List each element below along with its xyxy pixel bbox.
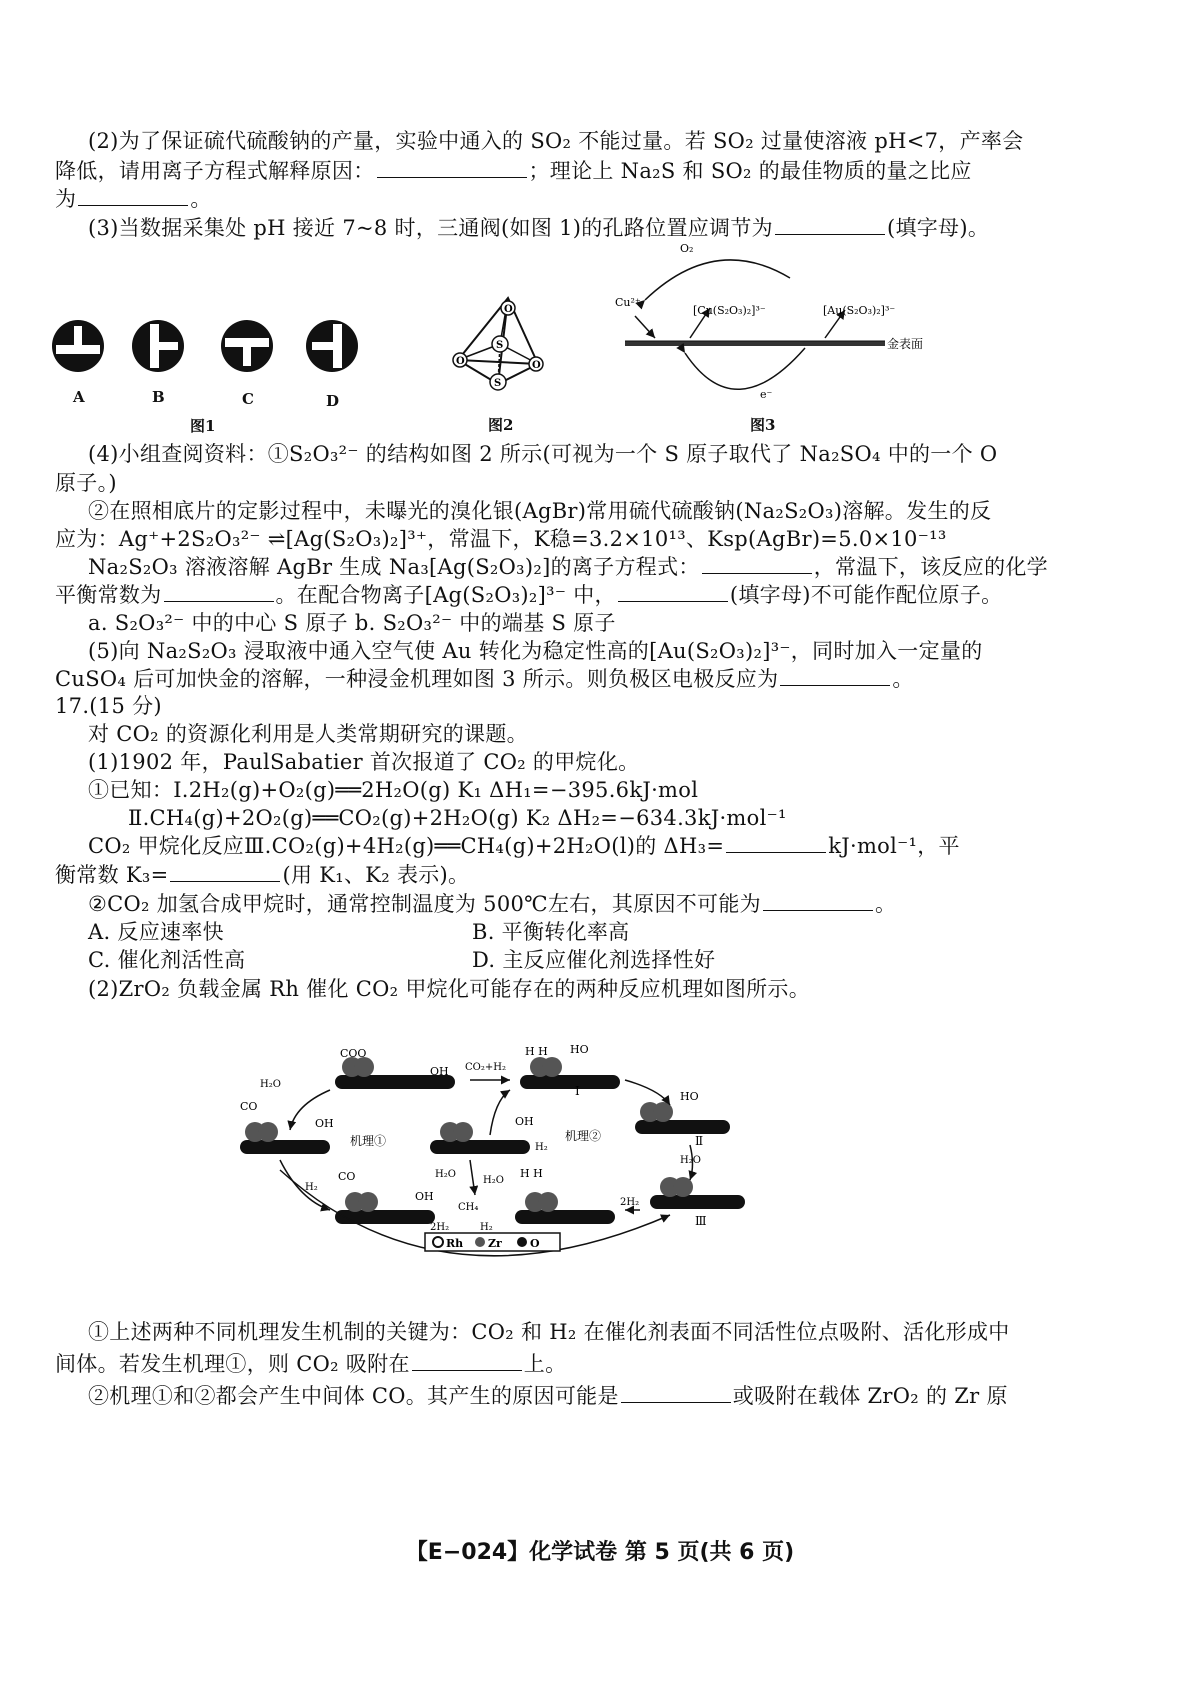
q16-p2-line3 [55, 185, 212, 213]
h2o-label: H₂O [680, 1155, 701, 1166]
q16-p4-line3: ②在照相底片的定影过程中，未曝光的溴化银(AgBr)常用硫代硫酸钠(Na₂S₂O₃)溶解。发生的反 [88, 499, 992, 523]
text: ②CO₂ 加氢合成甲烷时，通常控制温度为 500℃左右，其原因不可能为 [88, 892, 761, 916]
option-d[interactable]: D. 主反应催化剂选择性好 [472, 948, 716, 972]
o-legend-icon [517, 1237, 527, 1247]
option-c[interactable]: C. 催化剂活性高 [88, 948, 246, 972]
text: ②机理①和②都会产生中间体 CO。其产生的原因可能是 [88, 1384, 619, 1408]
text: 为 [55, 187, 77, 211]
page-footer: 【E−024】化学试卷 第 5 页(共 6 页) [405, 1540, 795, 1565]
q17-s1-line2 [55, 1350, 566, 1378]
text: (3)当数据采集处 pH 接近 7~8 时，三通阀(如图 1)的孔路位置应调节为 [88, 216, 773, 240]
zr-legend-icon [475, 1237, 485, 1247]
electron-label: e⁻ [760, 388, 773, 401]
answer-blank[interactable] [412, 1350, 522, 1371]
roman1-label: Ⅰ [575, 1084, 580, 1098]
q16-p4-line5 [88, 553, 1048, 581]
legend-zr-label: Zr [488, 1237, 502, 1250]
text: (用 K₁、K₂ 表示)。 [282, 863, 470, 887]
valve-a-icon [52, 320, 104, 372]
figure3-mechanism [615, 238, 975, 408]
text: ；理论上 Na₂S 和 SO₂ 的最佳物质的量之比应 [528, 159, 972, 183]
text: (填字母)。 [886, 216, 990, 240]
figure3-caption: 图3 [750, 416, 776, 434]
cu-complex-label: [Cu(S₂O₃)₂]³⁻ [693, 304, 766, 317]
q16-p4-line2: 原子。) [55, 471, 117, 495]
q16-p2-line1: (2)为了保证硫代硫酸钠的产量，实验中通入的 SO₂ 不能过量。若 SO₂ 过量使溶液 pH<7，产率会 [88, 129, 1024, 153]
figure1-valves [50, 318, 370, 378]
h2o-label: H₂O [260, 1079, 281, 1090]
q17-p2: (2)ZrO₂ 负载金属 Rh 催化 CO₂ 甲烷化可能存在的两种反应机理如图所示。 [88, 977, 811, 1001]
atom-right-label: O [532, 360, 541, 371]
coo-label: COO [340, 1047, 367, 1060]
q17-intro: 对 CO₂ 的资源化利用是人类常期研究的课题。 [88, 722, 528, 746]
catalyst-cluster-icon [515, 1192, 615, 1224]
h2o-label: H₂O [483, 1175, 504, 1186]
q16-p4-line6 [55, 581, 1002, 609]
two-h2-label: 2H₂ [430, 1222, 450, 1233]
q16-p4-line7: a. S₂O₃²⁻ 中的中心 S 原子 b. S₂O₃²⁻ 中的端基 S 原子 [88, 611, 616, 635]
q17-eq2: Ⅱ.CH₄(g)+2O₂(g)══CO₂(g)+2H₂O(g) K₂ ΔH₂=−634.3kJ·mol⁻¹ [128, 806, 787, 830]
figure2-caption: 图2 [488, 416, 514, 434]
text: 或吸附在载体 ZrO₂ 的 Zr 原 [732, 1384, 1008, 1408]
oh-label: OH [430, 1065, 449, 1078]
text: ，常温下，该反应的化学 [813, 555, 1048, 579]
oh-label: OH [515, 1115, 534, 1128]
h2-label: H₂ [305, 1182, 318, 1193]
mechanism-diagram [240, 1045, 960, 1300]
oh-label: OH [415, 1190, 434, 1203]
q17-eq4 [55, 861, 469, 889]
co2h2-label: CO₂+H₂ [465, 1062, 506, 1073]
option-a[interactable]: A. 反应速率快 [88, 920, 224, 944]
q17-q2 [88, 890, 896, 918]
q17-eq1: ①已知：Ⅰ.2H₂(g)+O₂(g)══2H₂O(g) K₁ ΔH₁=−395.6kJ·mol [88, 778, 699, 802]
two-h2-label: 2H₂ [620, 1197, 640, 1208]
figure2-tetrahedron [440, 288, 560, 398]
mechanism1-label: 机理① [350, 1134, 387, 1148]
o2-label: O₂ [680, 242, 694, 255]
mechanism2-label: 机理② [565, 1129, 602, 1143]
text: 衡常数 K₃= [55, 863, 169, 887]
legend-rh-label: Rh [446, 1237, 464, 1250]
q17-eq3 [88, 832, 960, 860]
q17-p1: (1)1902 年，PaulSabatier 首次报道了 CO₂ 的甲烷化。 [88, 750, 640, 774]
text: 。 [190, 187, 212, 211]
text: Na₂S₂O₃ 溶液溶解 AgBr 生成 Na₃[Ag(S₂O₃)₂]的离子方程式： [88, 555, 700, 579]
q17-s1-line1: ①上述两种不同机理发生机制的关键为：CO₂ 和 H₂ 在催化剂表面不同活性位点吸附、活化形成中 [88, 1320, 1010, 1344]
text: 。 [892, 667, 914, 691]
co-label: CO [338, 1170, 356, 1183]
option-c-label: C [242, 390, 254, 408]
q16-p2-line2 [55, 157, 972, 185]
ch4-label: CH₄ [458, 1202, 479, 1213]
ho-label: HO [680, 1090, 699, 1103]
option-d-label: D [326, 392, 340, 410]
text: 上。 [523, 1352, 567, 1376]
h2o-label: H₂O [435, 1169, 456, 1180]
rh-legend-icon [433, 1237, 443, 1247]
gold-surface-label: 金表面 [887, 337, 924, 351]
answer-blank[interactable] [726, 832, 826, 853]
answer-blank[interactable] [78, 185, 188, 206]
answer-blank[interactable] [164, 581, 274, 602]
cu-label: Cu²⁺ [615, 296, 641, 309]
text: 降低，请用离子方程式解释原因： [55, 159, 375, 183]
legend-o-label: O [530, 1237, 540, 1250]
answer-blank[interactable] [763, 890, 873, 911]
valve-b-icon [132, 320, 184, 372]
option-a-label: A [73, 388, 85, 406]
text: 。 [874, 892, 897, 916]
valve-c-icon [221, 320, 273, 372]
figure1-caption: 图1 [190, 417, 216, 435]
ho-label: HO [570, 1045, 589, 1056]
q16-p5-line1: (5)向 Na₂S₂O₃ 浸取液中通入空气使 Au 转化为稳定性高的[Au(S₂O₃)₂]³⁻，同时加入一定量的 [88, 639, 983, 663]
text: CO₂ 甲烷化反应Ⅲ.CO₂(g)+4H₂(g)══CH₄(g)+2H₂O(l)的 ΔH₃= [88, 834, 725, 858]
option-b[interactable]: B. 平衡转化率高 [472, 920, 630, 944]
h2-label: H₂ [535, 1142, 548, 1153]
text: kJ·mol⁻¹，平 [828, 834, 960, 858]
atom-left-label: O [456, 356, 465, 367]
answer-blank[interactable] [780, 665, 890, 686]
text: 平衡常数为 [55, 583, 162, 607]
co-label: CO [240, 1100, 258, 1113]
q16-p4-line4: 应为：Ag⁺+2S₂O₃²⁻ ⇌[Ag(S₂O₃)₂]³⁺，常温下，K稳=3.2×10¹³、Ksp(AgBr)=5.0×10⁻¹³ [55, 527, 947, 551]
answer-blank[interactable] [377, 157, 527, 178]
roman3-label: Ⅲ [695, 1214, 707, 1228]
text: 间体。若发生机理①，则 CO₂ 吸附在 [55, 1352, 410, 1376]
roman2-label: Ⅱ [695, 1134, 704, 1148]
answer-blank[interactable] [621, 1382, 731, 1403]
hh-label: H H [525, 1045, 548, 1058]
oh-label: OH [315, 1117, 334, 1130]
hh-label: H H [520, 1167, 543, 1180]
q16-p5-line2 [55, 665, 914, 693]
answer-blank[interactable] [170, 861, 280, 882]
answer-blank[interactable] [775, 214, 885, 235]
q16-p4-line1: (4)小组查阅资料：①S₂O₃²⁻ 的结构如图 2 所示(可视为一个 S 原子取代了 Na₂SO₄ 中的一个 O [88, 442, 998, 466]
h2-label: H₂ [480, 1222, 493, 1233]
atom-top-label: O [504, 304, 513, 315]
text: 。在配合物离子[Ag(S₂O₃)₂]³⁻ 中， [275, 583, 616, 607]
catalyst-cluster-icon [635, 1102, 730, 1134]
text: CuSO₄ 后可加快金的溶解，一种浸金机理如图 3 所示。则负极区电极反应为 [55, 667, 779, 691]
answer-blank[interactable] [702, 553, 812, 574]
q17-s2 [88, 1382, 1008, 1410]
atom-bottom-label: S [494, 378, 502, 389]
option-b-label: B [152, 388, 165, 406]
valve-d-icon [306, 320, 358, 372]
q17-header: 17.(15 分) [55, 694, 162, 718]
answer-blank[interactable] [618, 581, 728, 602]
au-complex-label: [Au(S₂O₃)₂]³⁻ [823, 304, 896, 317]
atom-mid-label: S [496, 340, 504, 351]
catalyst-cluster-icon [520, 1057, 620, 1089]
catalyst-cluster-icon [650, 1177, 745, 1209]
text: (填字母)不可能作配位原子。 [729, 583, 1003, 607]
